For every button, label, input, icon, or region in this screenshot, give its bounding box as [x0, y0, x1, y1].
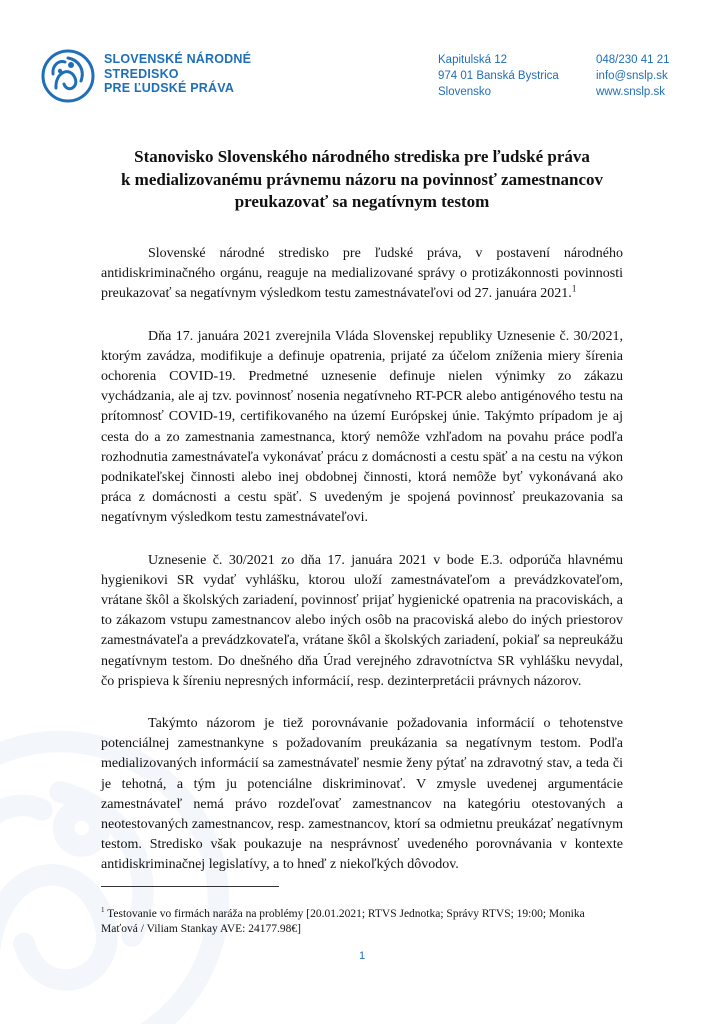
page-number: 1	[358, 950, 366, 962]
paragraph-text: Dňa 17. januára 2021 zverejnila Vláda Slovenskej republiky Uznesenie č. 30/2021, ktorým zavádza, modifikuje a definuje opatrenia, prijaté za účelom zníženia miery šírenia ochorenia COVID-19. Predmetné uznesenie definuje nielen výnimky zo zákazu vychádzania, ale aj tzv. povinnosť nosenia negatívneho RT-PCR alebo antigénového testu na prítomnosť COVID-19, certifikovaného na území Európskej únie. Takýmto prípadom je aj cesta do a zo zamestnania zamestnanca, ktorý nemôže vzhľadom na povahu práce podľa rozhodnutia zamestnávateľa vykonávať prácu z domácnosti a cestu späť a na cestu na výkon podnikateľskej činnosti alebo inej obdobnej činnosti, ktorá nemôže byť vykonávaná ako práca z domácnosti a cestu späť. S uvedeným je spojená povinnosť preukazovania sa negatívnym výsledkom testu zamestnávateľovi.	[101, 328, 623, 526]
paragraph-text: Slovenské národné stredisko pre ľudské práva, v postavení národného antidiskriminačného orgánu, reaguje na medializované správy o protizákonnosti povinnosti preukazovať sa negatívnym výsledkom testu zamestnávateľovi od 27. januára 2021.	[101, 246, 623, 302]
document-title	[100, 146, 624, 214]
footnote-separator	[101, 886, 279, 887]
address-line: Slovensko	[438, 86, 492, 98]
paragraph	[101, 327, 623, 529]
contact-block	[596, 52, 670, 100]
footnote-number: 1	[101, 906, 105, 915]
footnote-text: Testovanie vo firmách naráža na problémy [20.01.2021; RTVS Jednotka; Správy RTVS; 19:00; Monika Maťová / Viliam Stankay AVE: 24177.98€]	[101, 908, 585, 935]
address-line: Kapitulská 12	[438, 54, 508, 66]
document-body	[101, 244, 623, 898]
phone-number: 048/230 41 21	[596, 54, 670, 66]
paragraph-text: Uznesenie č. 30/2021 zo dňa 17. januára 2021 v bode E.3. odporúča hlavnému hygienikovi SR vydať vyhlášku, ktorou uloží zamestnávateľom a prevádzkovateľom, vrátane škôl a školských zariadení, povinnosť prijať hygienické opatrenia na pracoviskách, a to zákazom vstupu zamestnancov alebo iných osôb na pracoviská alebo do iných priestorov zamestnávateľa a prevádzkovateľa, vrátane škôl a školských zariadení, pokiaľ sa nepreukážu negatívnym testom. Do dnešného dňa Úrad verejného zdravotníctva SR vyhlášku nevydal, čo prispieva k šíreniu nepresných informácií, resp. dezinterpretácii právnych názorov.	[101, 552, 623, 689]
snslp-logo-icon	[40, 48, 96, 104]
org-name-line: SLOVENSKÉ NÁRODNÉ	[104, 52, 252, 66]
address-line: 974 01 Banská Bystrica	[438, 70, 559, 82]
email-link[interactable]: info@snslp.sk	[596, 70, 668, 82]
paragraph-text: Takýmto názorom je tiež porovnávanie požadovania informácií o tehotenstve potenciálnej zamestnankyne s požadovaním preukázania sa negatívnym testom. Podľa medializovaných informácií sa zamestnávateľ nesmie ženy pýtať na zdravotný stav, a teda či je tehotná, a tým ju potenciálne diskriminovať. V zmysle uvedenej argumentácie zamestnávateľ nemá právo rozdeľovať zamestnancov na kategóriu otestovaných a neotestovaných zamestnancov, resp. zamestnancov, ktorí sa odmietnu preukázať negatívnym testom. Stredisko však poukazuje na nesprávnosť uvedeného porovnávania v kontexte antidiskriminačnej legislatívy, a to hneď z niekoľkých dôvodov.	[101, 716, 623, 873]
title-line: preukazovať sa negatívnym testom	[234, 192, 490, 211]
title-line: k medializovanému právnemu názoru na povinnosť zamestnancov	[120, 169, 604, 189]
paragraph	[101, 551, 623, 692]
footnote	[101, 907, 623, 937]
org-name-line: PRE ĽUDSKÉ PRÁVA	[104, 81, 235, 95]
org-name-line: STREDISKO	[104, 66, 179, 81]
website-link[interactable]: www.snslp.sk	[596, 86, 666, 98]
footnote-reference[interactable]: 1	[571, 283, 577, 294]
paragraph	[101, 244, 623, 305]
paragraph	[101, 714, 623, 876]
address-block	[438, 52, 559, 100]
organization-name	[104, 52, 251, 96]
title-line: Stanovisko Slovenského národného strediska pre ľudské práva	[134, 147, 590, 166]
